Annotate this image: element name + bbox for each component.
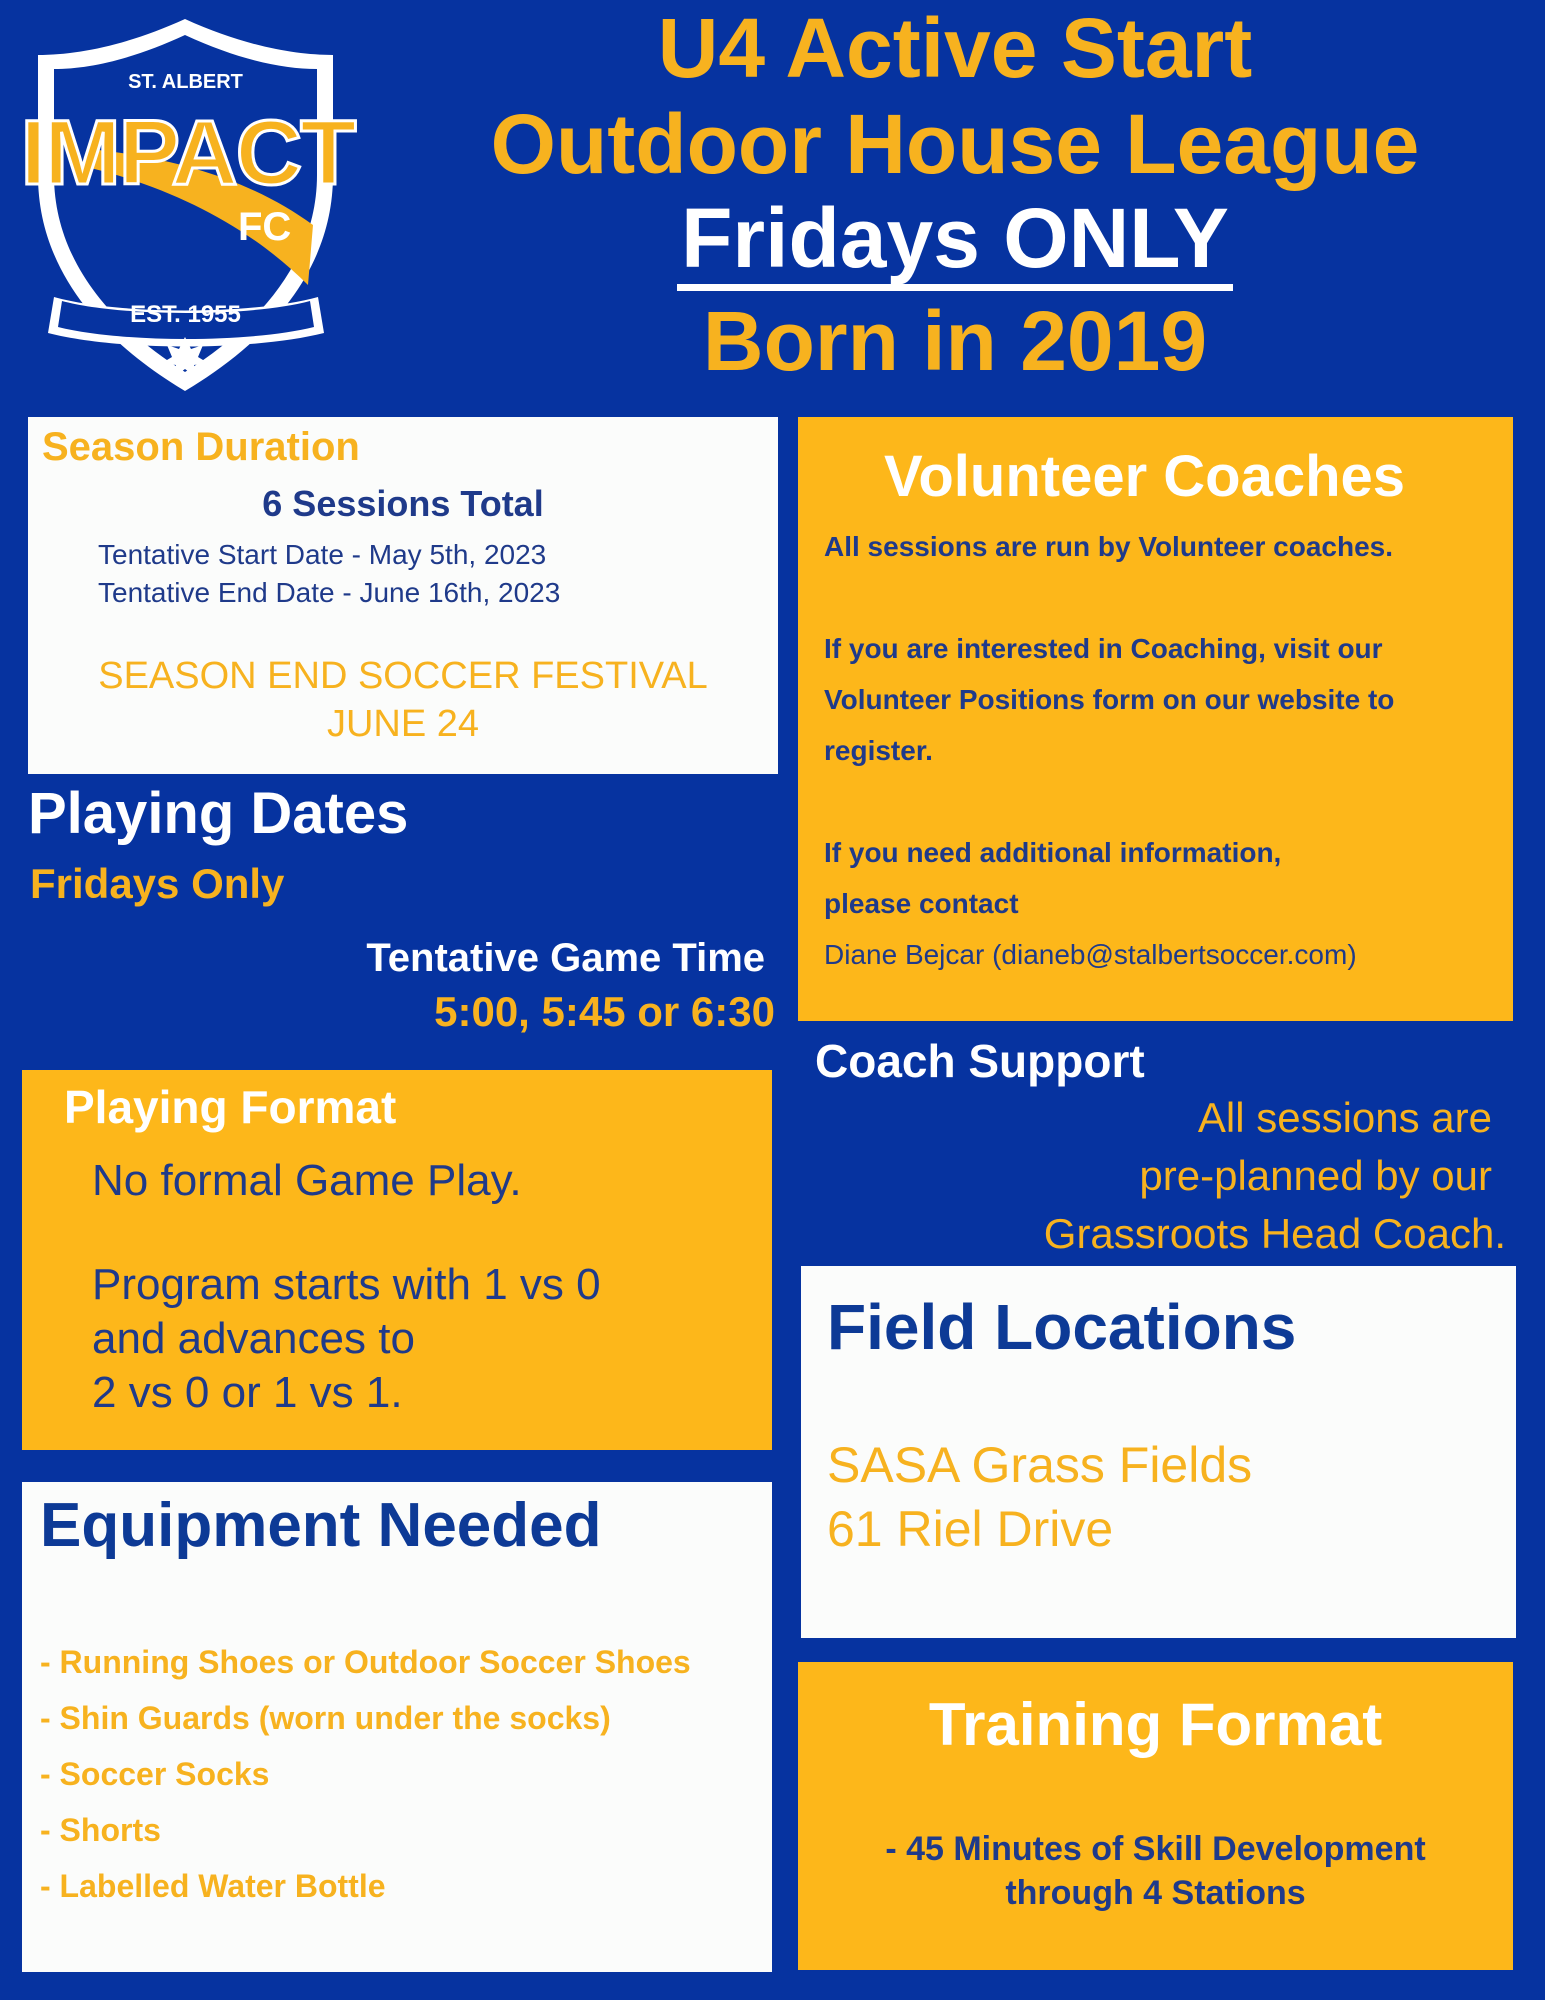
coach-support-line-2: pre-planned by our [1139, 1152, 1492, 1199]
equipment-title: Equipment Needed [40, 1491, 602, 1560]
field-line-1: SASA Grass Fields [827, 1437, 1253, 1493]
equipment-item: - Labelled Water Bottle [40, 1868, 386, 1904]
playing-dates-subtitle: Fridays Only [30, 860, 285, 907]
training-line-2: through 4 Stations [1005, 1874, 1306, 1912]
playing-format-card [22, 1070, 772, 1450]
logo-fc: FC [238, 205, 292, 249]
season-title: Season Duration [42, 425, 360, 469]
playing-format-line-4: 2 vs 0 or 1 vs 1. [92, 1368, 403, 1417]
equipment-item: - Shorts [40, 1812, 161, 1848]
field-line-2: 61 Riel Drive [827, 1501, 1114, 1557]
title-line-2: Outdoor House League [490, 97, 1420, 191]
season-end: Tentative End Date - June 16th, 2023 [98, 577, 561, 608]
club-logo [18, 15, 353, 395]
volunteer-title: Volunteer Coaches [884, 444, 1406, 509]
logo-wordmark: IMPACT [20, 102, 355, 204]
volunteer-p1: All sessions are run by Volunteer coaches. [824, 531, 1394, 562]
field-locations-card [801, 1266, 1516, 1638]
game-times: 5:00, 5:45 or 6:30 [434, 988, 775, 1035]
title-line-3: Fridays ONLY [677, 192, 1233, 291]
volunteer-p2-line-1: If you are interested in Coaching, visit our [824, 633, 1383, 664]
volunteer-p3-line-1: If you need additional information, [824, 837, 1282, 868]
playing-format-title: Playing Format [64, 1081, 397, 1133]
coach-support-line-3: Grassroots Head Coach. [1043, 1210, 1506, 1257]
equipment-item: - Soccer Socks [40, 1756, 270, 1792]
playing-format-line-1: No formal Game Play. [92, 1156, 522, 1205]
playing-dates-title: Playing Dates [28, 781, 409, 846]
season-start: Tentative Start Date - May 5th, 2023 [98, 539, 547, 570]
logo-est: EST. 1955 [130, 301, 241, 328]
festival-line-2: JUNE 24 [326, 703, 480, 745]
coach-support-line-1: All sessions are [1197, 1094, 1492, 1141]
season-sessions: 6 Sessions Total [262, 483, 544, 524]
equipment-card [22, 1482, 772, 1972]
playing-format-line-3: and advances to [92, 1314, 415, 1363]
volunteer-p2-line-3: register. [824, 735, 933, 766]
volunteer-contact: Diane Bejcar (dianeb@stalbertsoccer.com) [824, 939, 1357, 970]
title-line-1: U4 Active Start [657, 1, 1253, 95]
game-time-label: Tentative Game Time [366, 936, 765, 980]
equipment-item: - Running Shoes or Outdoor Soccer Shoes [40, 1644, 691, 1680]
festival-line-1: SEASON END SOCCER FESTIVAL [98, 655, 708, 697]
season-duration-card [28, 417, 778, 774]
page-title [370, 0, 1540, 391]
playing-format-line-2: Program starts with 1 vs 0 [92, 1260, 601, 1309]
coach-support-title: Coach Support [815, 1035, 1145, 1087]
training-title: Training Format [928, 1691, 1383, 1758]
training-format-card [798, 1662, 1513, 1970]
field-title: Field Locations [827, 1291, 1297, 1363]
logo-top-text: ST. ALBERT [128, 71, 243, 93]
volunteer-card [798, 417, 1513, 1021]
equipment-item: - Shin Guards (worn under the socks) [40, 1700, 611, 1736]
title-line-4: Born in 2019 [702, 294, 1208, 388]
volunteer-p2-line-2: Volunteer Positions form on our website to [824, 684, 1395, 715]
training-line-1: - 45 Minutes of Skill Development [885, 1830, 1426, 1868]
volunteer-p3-line-2: please contact [824, 888, 1019, 919]
